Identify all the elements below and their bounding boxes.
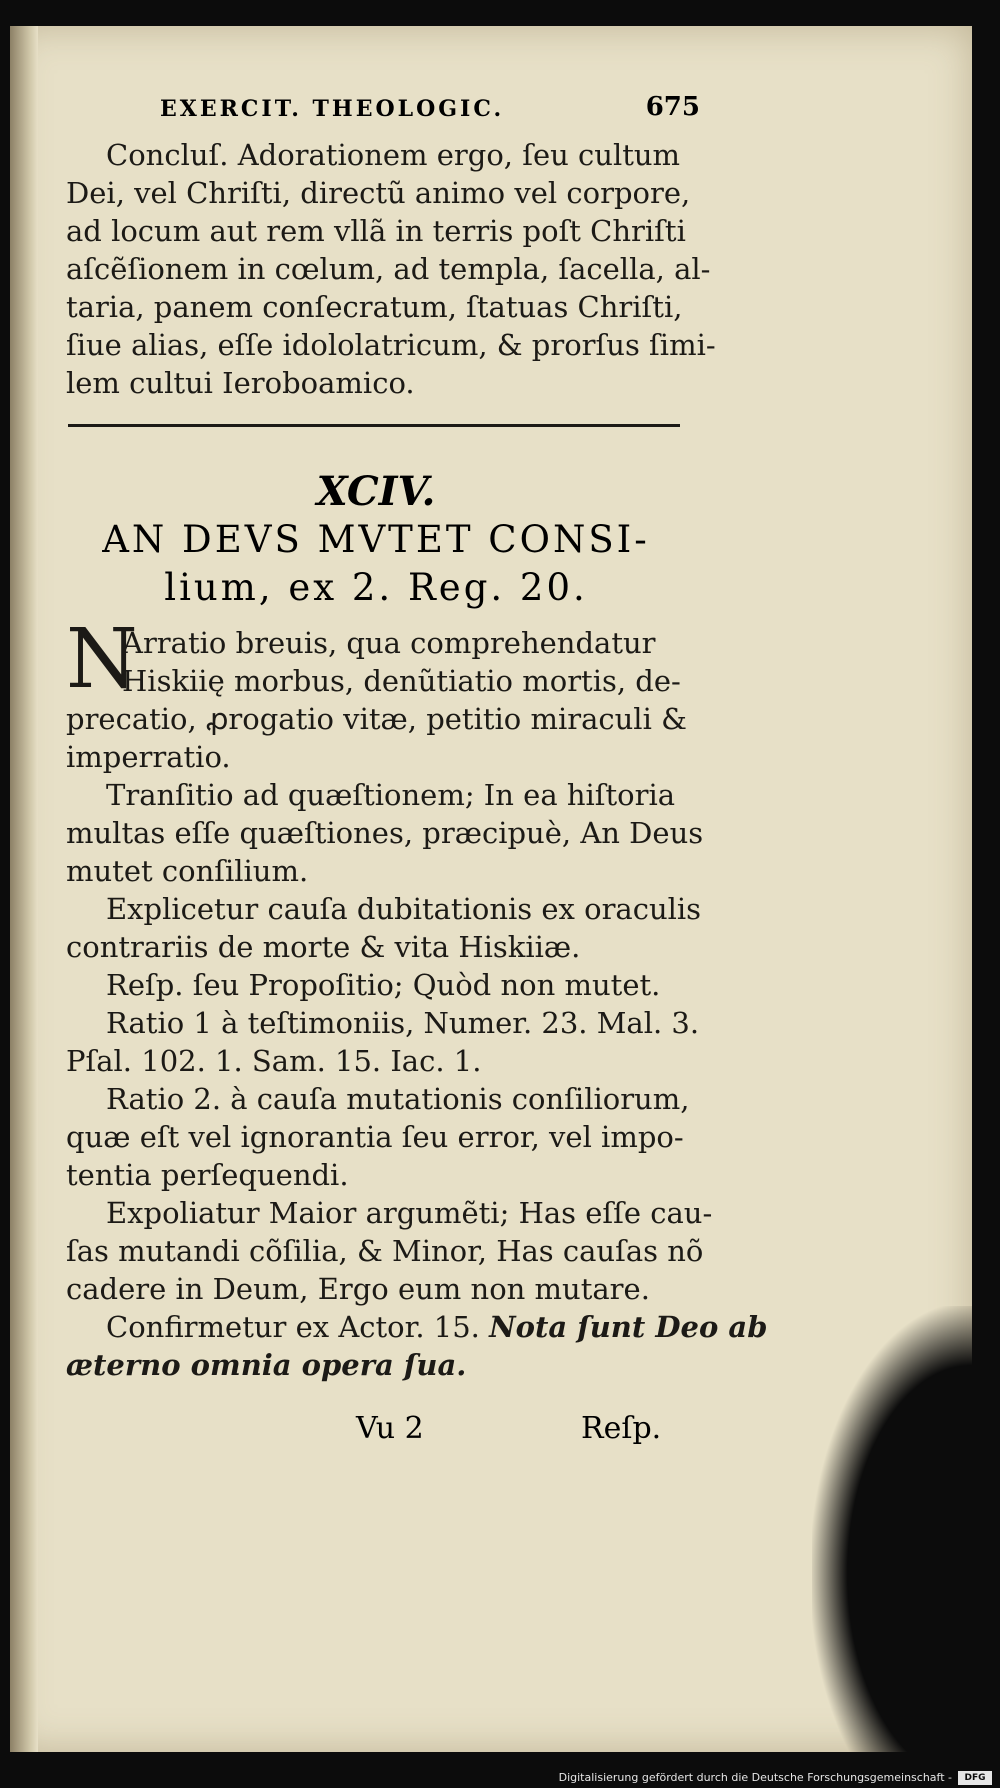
text-line: [66, 1080, 690, 1118]
digitization-credit: Digitalisierung gefördert durch die Deutsche Forschungsgemeinschaft -: [558, 1771, 952, 1784]
text-line-content: ſas mutandi cõſilia, & Minor, Has cauſas nõ: [66, 1234, 704, 1268]
book-spine-shadow: [10, 26, 38, 1752]
text-line: [66, 814, 704, 852]
text-line: taria, panem conſecratum, ſtatuas Chriſti,: [66, 290, 683, 324]
text-line-content: Explicetur cauſa dubitationis ex oraculis: [106, 892, 702, 926]
text-line: [66, 1156, 686, 1194]
text-line-content: precatio, ꝓrogatio vitæ, petitio miraculi &: [66, 702, 687, 736]
damaged-page-edge: [812, 1306, 972, 1752]
text-line-content: imperratio.: [66, 740, 231, 774]
italic-quotation: Nota ſunt Deo ab: [489, 1310, 768, 1344]
question-body: [66, 612, 768, 1384]
text-line-content: quæ eſt vel ignorantia ſeu error, vel impo-: [66, 1120, 684, 1154]
text-line-content: Reſp. ſeu Propoſitio; Quòd non mutet.: [106, 968, 661, 1002]
running-title: EXERCIT. THEOLOGIC.: [160, 96, 505, 122]
text-line: Arratio breuis, qua comprehendatur: [122, 626, 656, 660]
text-line: [66, 1118, 686, 1156]
running-header: [160, 92, 700, 122]
dropcap-block: [66, 612, 686, 707]
signature-mark: Vu 2: [356, 1411, 424, 1446]
question-title-line1: AN DEVS MVTET CONSI-: [102, 518, 650, 561]
text-line-content: Pſal. 102. 1. Sam. 15. Iac. 1.: [66, 1044, 482, 1078]
text-line: Dei, vel Chriſti, directũ animo vel corpore,: [66, 176, 691, 210]
text-line-content: mutet conſilium.: [66, 854, 309, 888]
text-line: [66, 852, 686, 890]
page-number: 675: [645, 92, 700, 122]
text-line: [66, 1308, 768, 1346]
text-line: ſiue alias, eſſe idololatricum, & prorſus ſimi-: [66, 328, 716, 362]
text-line: ad locum aut rem vllã in terris poſt Chriſti: [66, 214, 686, 248]
text-line: [66, 776, 686, 814]
text-line: aſcẽſionem in cœlum, ad templa, ſacella, al-: [66, 252, 711, 286]
text-line: [66, 890, 702, 928]
text-line: [66, 928, 686, 966]
text-line: Hiskiię morbus, denũtiatio mortis, de-: [122, 664, 681, 698]
conclusion-paragraph: [66, 136, 716, 402]
text-line-content: Tranſitio ad quæſtionem; In ea hiſtoria: [106, 778, 676, 812]
text-line-content: Expoliatur Maior argumẽti; Has eſſe cau-: [106, 1196, 713, 1230]
text-line: [66, 1004, 700, 1042]
italic-quotation: æterno omnia opera ſua.: [66, 1348, 467, 1382]
text-line: [66, 1346, 686, 1384]
question-title-line2: lium, ex 2. Reg. 20.: [164, 566, 588, 609]
question-title: [66, 516, 686, 612]
question-number: XCIV.: [316, 468, 436, 515]
dfg-logo: DFG: [958, 1771, 992, 1785]
text-line: [66, 700, 686, 738]
body-lines: [66, 700, 768, 1384]
catchword: Reſp.: [581, 1411, 662, 1446]
text-line-content: multas eſſe quæſtiones, præcipuè, An Deus: [66, 816, 704, 850]
text-line: lem cultui Ieroboamico.: [66, 366, 415, 400]
text-line: [66, 1042, 686, 1080]
text-line: [66, 1232, 704, 1270]
book-page: [10, 26, 972, 1752]
text-line: [66, 1270, 686, 1308]
text-line: Concluſ. Adorationem ergo, ſeu cultum: [106, 138, 681, 172]
drop-capital: N: [66, 612, 138, 707]
text-line: [66, 738, 686, 776]
text-line-content: Ratio 1 à teſtimoniis, Numer. 23. Mal. 3.: [106, 1006, 700, 1040]
text-line-content: tentia perſequendi.: [66, 1158, 349, 1192]
text-line: [66, 966, 686, 1004]
text-line-content: Ratio 2. à cauſa mutationis conſiliorum,: [106, 1082, 690, 1116]
text-line-content: Confirmetur ex Actor. 15.: [106, 1310, 480, 1344]
section-divider: [68, 424, 680, 427]
text-line: [66, 1194, 713, 1232]
text-line-content: cadere in Deum, Ergo eum non mutare.: [66, 1272, 650, 1306]
text-line-content: contrariis de morte & vita Hiskiiæ.: [66, 930, 581, 964]
